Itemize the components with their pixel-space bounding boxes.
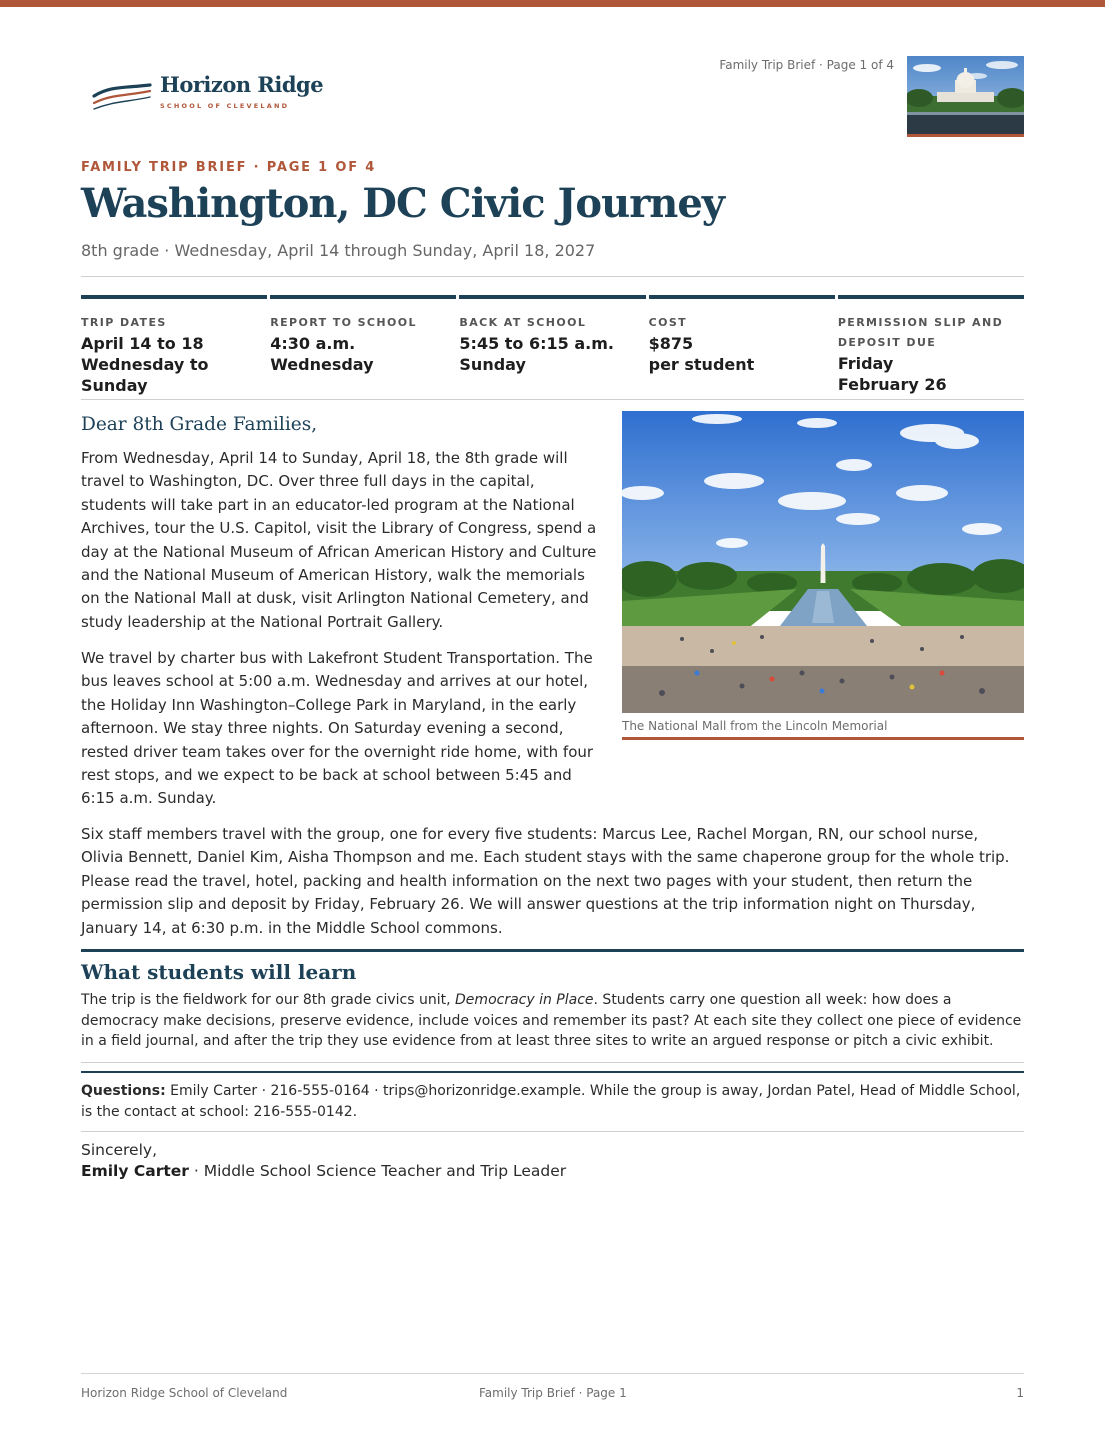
signature: [81, 1162, 566, 1180]
fact-value: Sunday: [459, 355, 526, 374]
top-accent-bar: [0, 0, 1105, 7]
fact-trip-dates: [81, 295, 267, 399]
key-facts: [81, 295, 1024, 400]
fact-value: per student: [648, 355, 755, 374]
footer-center: Family Trip Brief · Page 1: [479, 1386, 627, 1400]
fact-label: REPORT TO SCHOOL: [270, 316, 417, 329]
footer-page-number: 1: [1016, 1386, 1024, 1400]
national-mall-photo: [622, 411, 1024, 713]
fact-value: Friday: [837, 354, 894, 373]
signer-role: · Middle School Science Teacher and Trip Leader: [188, 1162, 567, 1180]
closing: Sincerely,: [81, 1141, 158, 1159]
section-divider: [81, 1071, 1024, 1073]
fact-deposit-due: [838, 295, 1024, 399]
questions-contact: [81, 1081, 1024, 1122]
school-logo: [92, 70, 352, 118]
fact-value: 5:45 to 6:15 a.m.: [459, 334, 614, 353]
divider: [81, 276, 1024, 277]
photo-caption: The National Mall from the Lincoln Memorial: [622, 719, 888, 733]
fact-label: PERMISSION SLIP AND DEPOSIT DUE: [837, 316, 1004, 349]
greeting: Dear 8th Grade Families,: [81, 414, 318, 435]
questions-text: Emily Carter · 216-555-0164 · trips@horizonridge.example. While the group is away, Jordan Patel, Head of Middle School, is the contact at school: 216-555-0142.: [81, 1083, 1021, 1120]
fact-cost: [649, 295, 835, 399]
divider: [81, 1131, 1024, 1132]
wave-logo-icon: [92, 82, 152, 112]
letter-paragraph-3: Six staff members travel with the group, one for every five students: Marcus Lee, Rachel Morgan, RN, our school nurse, Olivia Bennett, Daniel Kim, Aisha Thompson and me. Each student stays with the same chaperone group for the whole trip. Please read the travel, hotel, packing and health information on the next two pages with your student, then return the permission slip and deposit by Friday, February 26. We will answer questions at the trip information night on Thursday, January 14, at 6:30 p.m. in the Middle School commons.: [81, 825, 1010, 937]
fact-value: April 14 to 18: [81, 334, 204, 353]
fact-label: TRIP DATES: [81, 316, 167, 329]
unit-name: Democracy in Place: [455, 992, 594, 1008]
page-tag: Family Trip Brief · Page 1 of 4: [719, 58, 894, 72]
divider: [81, 1062, 1024, 1063]
page-subtitle: 8th grade · Wednesday, April 14 through Sunday, April 18, 2027: [81, 241, 596, 260]
fact-value: Wednesday: [270, 355, 374, 374]
signer-name: Emily Carter: [81, 1162, 189, 1180]
fact-label: COST: [648, 316, 688, 329]
questions-label: Questions:: [81, 1083, 166, 1099]
section-divider: [81, 949, 1024, 952]
fact-back-at-school: [459, 295, 645, 399]
learn-paragraph: [81, 990, 1024, 1052]
logo-subtitle: SCHOOL OF CLEVELAND: [160, 102, 290, 110]
learn-text: . Students carry one question all week: how does a democracy make decisions, preserve evidence, include voices and remember its past? At each site they collect one piece of evidence in a field journal, and after the trip they use evidence from at least three sites to write an argued response or pitch a civic exhibit.: [81, 992, 1022, 1049]
letter-paragraph-1: From Wednesday, April 14 to Sunday, April 18, the 8th grade will travel to Washington, DC. Over three full days in the capital, students will take part in an educator-led program at the National Archives, tour the U.S. Capitol, visit the Library of Congress, spend a day at the National Museum of African American History and Culture and the National Museum of American History, walk the memorials on the National Mall at dusk, visit Arlington National Cemetery, and study leadership at the National Portrait Gallery.: [81, 449, 597, 631]
section-title-learn: What students will learn: [81, 960, 357, 984]
fact-value: 4:30 a.m.: [270, 334, 356, 353]
fact-value: February 26: [837, 375, 947, 394]
letter-paragraph-2: We travel by charter bus with Lakefront Student Transportation. The bus leaves school at 5:00 a.m. Wednesday and arrives at our hotel, the Holiday Inn Washington–College Park in Maryland, in the early afternoon. We stay three nights. On Saturday evening a second, rested driver team takes over for the overnight ride home, with four rest stops, and we expect to be back at school between 5:45 and 6:15 a.m. Sunday.: [81, 649, 594, 808]
learn-text: The trip is the fieldwork for our 8th grade civics unit,: [81, 992, 456, 1008]
fact-report-to-school: [270, 295, 456, 399]
logo-name: Horizon Ridge: [160, 72, 324, 97]
footer-left: Horizon Ridge School of Cleveland: [81, 1386, 288, 1400]
caption-accent-rule: [622, 737, 1024, 740]
fact-label: BACK AT SCHOOL: [459, 316, 587, 329]
fact-value: Wednesday to Sunday: [81, 355, 209, 395]
capitol-photo: [907, 56, 1024, 137]
kicker: FAMILY TRIP BRIEF · PAGE 1 OF 4: [81, 160, 377, 175]
fact-value: $875: [648, 334, 694, 353]
footer-divider: [81, 1373, 1024, 1374]
page-title: Washington, DC Civic Journey: [81, 180, 725, 227]
